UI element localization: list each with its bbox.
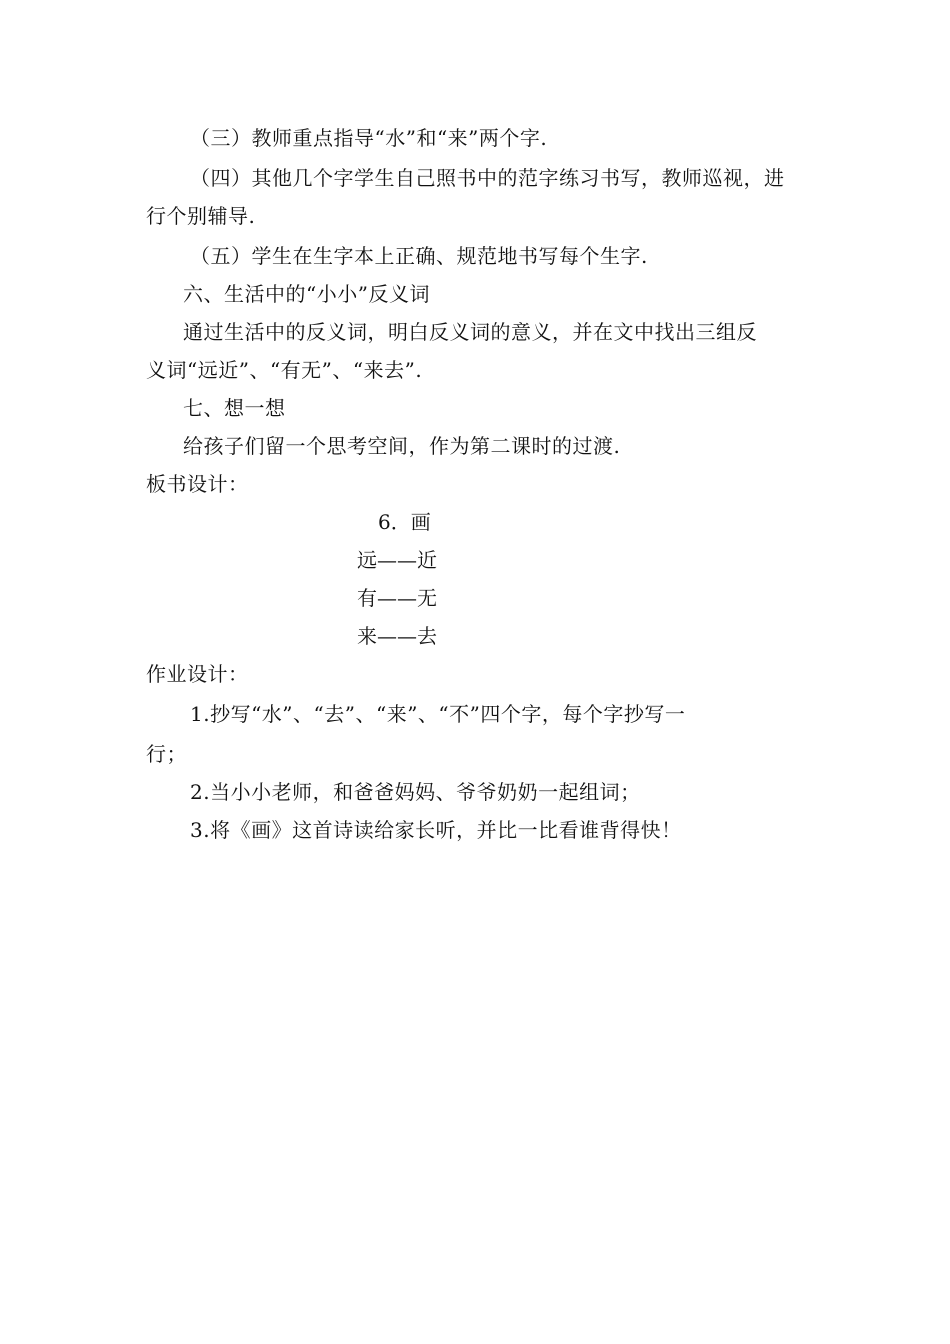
step-four-continued: 行个别辅导.: [146, 204, 256, 228]
board-pair-come-go: 来——去: [357, 624, 437, 648]
homework-item-2: 2.当小小老师，和爸爸妈妈、爷爷奶奶一起组词；: [190, 780, 641, 804]
homework-item-1: 1.抄写“水”、“去”、“来”、“不”四个字，每个字抄写一: [190, 702, 686, 726]
step-four: （四）其他几个字学生自己照书中的范字练习书写，教师巡视，进: [190, 166, 785, 190]
homework-item-1-continued: 行；: [146, 742, 187, 766]
board-title: 6．画: [378, 510, 431, 534]
section-six-heading: 六、生活中的“小小”反义词: [183, 282, 430, 306]
step-five: （五）学生在生字本上正确、规范地书写每个生字.: [190, 244, 648, 268]
board-pair-have-none: 有——无: [357, 586, 437, 610]
step-three: （三）教师重点指导“水”和“来”两个字.: [190, 126, 548, 150]
homework-label: 作业设计：: [146, 662, 249, 686]
section-six-body: 通过生活中的反义词，明白反义词的意义，并在文中找出三组反: [183, 320, 757, 344]
board-pair-far-near: 远——近: [357, 548, 437, 572]
section-seven-body: 给孩子们留一个思考空间，作为第二课时的过渡.: [183, 434, 621, 458]
board-design-label: 板书设计：: [146, 472, 249, 496]
homework-item-3: 3.将《画》这首诗读给家长听，并比一比看谁背得快！: [190, 818, 682, 842]
section-six-body-continued: 义词“远近”、“有无”、“来去”.: [146, 358, 423, 382]
section-seven-heading: 七、想一想: [183, 396, 286, 420]
